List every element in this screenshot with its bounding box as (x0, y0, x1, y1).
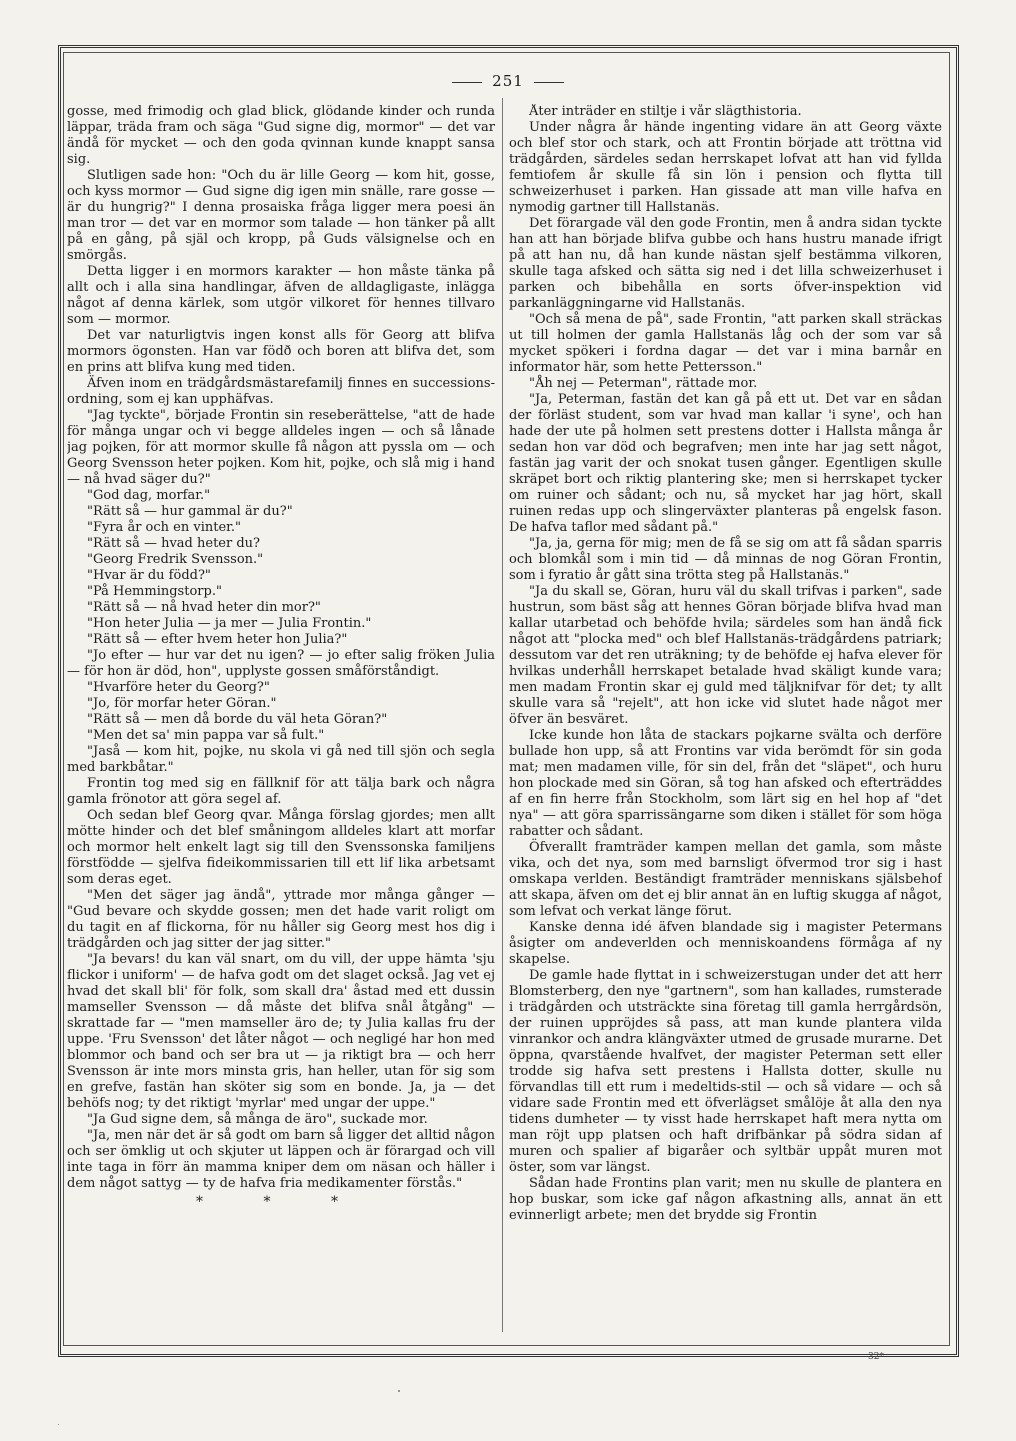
paragraph: "Jo, för morfar heter Göran." (87, 696, 277, 711)
paragraph: Äfven inom en trädgårdsmästarefamilj finnes en successions-ordning, som ej kan upphäfvas. (67, 376, 495, 407)
right-column (509, 104, 942, 1324)
paragraph: Frontin tog med sig en fällknif för att tälja bark och några gamla frönotor att göra segel af. (67, 776, 495, 807)
page-number: 251 (492, 72, 524, 90)
paragraph: "Ja du skall se, Göran, huru väl du skall trifvas i parken", sade hustrun, som bäst såg att hennes Göran började blifva hvad man kallar utarbetad och behöfde hvila; särdeles som han ändå fick något att "plocka med" och blef Hallstanäs-trädgårdens patriark; dessutom var det ren uträkning; ty de behöfde ej hafva elever för hvilkas underhåll herrskapet betalade hvad skäligt kunde vara; men madam Frontin skar ej guld med täljknifvar för det; ty allt skulle vara så "rejelt", att hon icke vid slutet hade något mer öfver än besväret. (509, 584, 942, 727)
section-break-stars: * * * (196, 1194, 366, 1210)
paragraph: "Jaså — kom hit, pojke, nu skola vi gå ned till sjön och segla med barkbåtar." (67, 744, 495, 775)
paragraph: "Men det sa' min pappa var så fult." (87, 728, 325, 743)
paragraph: "Georg Fredrik Svensson." (87, 552, 264, 567)
paragraph: "Rätt så — men då borde du väl heta Göran?" (87, 712, 388, 727)
paragraph: Under några år hände ingenting vidare än att Georg växte och blef stor och stark, och att Frontin började att tröttna vid trädgården, särdeles sedan herrskapet lofvat att han vid fyllda femtiofem år skulle få sin lön i pension och flytta till schweizerhuset i parken. Han gissade att man ville hafva en nymodig gartner till Hallstanäs. (509, 120, 942, 215)
paragraph: Icke kunde hon låta de stackars pojkarne svälta och derföre bullade hon upp, så att Frontins var vida berömdt för sin goda mat; men madamen ville, för sin del, från det "släpet", och huru hon plockade med sin Göran, så tog han afsked och efterträddes af en fin herre från Stockholm, som lärt sig en hel hop af "det nya" — att göra sparrissängarne som diken i stället för som höga rabatter och sådant. (509, 728, 942, 839)
header-dash-left (452, 82, 482, 83)
paragraph: Det var naturligtvis ingen konst alls för Georg att blifva mormors ögonsten. Han var födð och boren att blifva det, som en prins att blifva kung med tiden. (67, 328, 495, 375)
paragraph: "Rätt så — nå hvad heter din mor?" (87, 600, 321, 615)
paragraph: De gamle hade flyttat in i schweizerstugan under det att herr Blomsterberg, den nye "gartnern", som han kallades, rumsterade i trädgården och utsträckte sina företag till gamla herrgårdsön, der ruinen uppröjdes så pass, att man kunde plantera vilda vinrankor och andra klängväxter utmed de grusade murarne. Det öppna, qvarstående hvalfvet, der magister Peterman sett eller trodde sig hafva sett prestens i Hallsta dotter, skulle nu förvandlas till ett rum i medeltids-stil — och så vidare — och så vidare sade Frontin med ett öfverlägset smålöje åt alla den nya tidens dumheter — ty visst hade herrskapet haft mera nytta om man röjt upp platsen och haft drifbänkar på södra sidan af muren och spalier af bigaråer och syltbär uppåt muren mot öster, som var längst. (509, 968, 942, 1175)
paragraph: "Och så mena de på", sade Frontin, "att parken skall sträckas ut till holmen der gamla Hallstanäs låg och der som var så mycket spökeri i fordna dagar — det var i mina barnår en informator här, som hette Pettersson." (509, 312, 942, 375)
paper-speck (398, 1390, 400, 1392)
paragraph: "Hon heter Julia — ja mer — Julia Frontin." (87, 616, 372, 631)
header-dash-right (534, 82, 564, 83)
left-column (67, 104, 495, 1324)
paragraph: "Rätt så — hvad heter du? (87, 536, 260, 551)
paragraph: Och sedan blef Georg qvar. Många förslag gjordes; men allt mötte hinder och det blef småningom alldeles klart att morfar och mormor helt enkelt lagt sig till den Svenssonska familjens förstfödde — sjelfva fideikommissarien till ett lif lika arbetsamt som deras eget. (67, 808, 495, 887)
paragraph: "Rätt så — hur gammal är du?" (87, 504, 293, 519)
paragraph: Det förargade väl den gode Frontin, men å andra sidan tyckte han att han började blifva gubbe och hans hustru manade ifrigt på att han nu, då han kunde nästan sjelf bestämma vilkoren, skulle taga afsked och sätta sig ned i det lilla schweizerhuset i parken och bibehålla en sorts öfver-inspektion vid parkanläggningarne vid Hallstanäs. (509, 216, 942, 311)
paper-speck (58, 1424, 59, 1425)
paragraph: "Ja, Peterman, fastän det kan gå på ett ut. Det var en sådan der förläst student, som var hvad man kallar 'i syne', och han hade der ute på holmen sett prestens dotter i Hallsta många år sedan hon var död och begrafven; men inte har jag sett något, fastän jag varit der och snokat tusen gånger. Egentligen skulle skräpet bort och riktig plantering ske; men si herrskapet tycker om ruiner och sådant; och nu, så mycket har jag hört, skall ruinen redas upp och slingerväxter planteras på engelsk fason. De hafva taflor med sådant på." (509, 392, 942, 535)
paragraph: "Hvarföre heter du Georg?" (87, 680, 270, 695)
paragraph: "Ja bevars! du kan väl snart, om du vill, der uppe hämta 'sju flickor i uniform' — de hafva godt om det slaget också. Jag vet ej hvad det skall bli' för folk, som skall dra' åstad med ett dussin mamseller Svensson — då måste det blifva snål åtgång" — skrattade far — "men mamseller äro de; ty Julia kallas fru der uppe. 'Fru Svensson' det låter något — och negligé har hon med blommor och band och ser bra ut — ja riktigt bra — och herr Svensson är inte mors minsta gris, han heller, utan för sig som en grefve, fastän han sköter sig som en bonde. Ja, ja — det behöfs nog; ty det riktigt 'myrlar' med ungar der uppe." (67, 952, 495, 1111)
paragraph: "Jag tyckte", började Frontin sin reseberättelse, "att de hade för många ungar och vi begge alldeles ingen — och så lånade jag pojken, för att mormor skulle få någon att pyssla om — och Georg Svensson heter pojken. Kom hit, pojke, och slå mig i hand — nå hvad säger du?" (67, 408, 495, 487)
paragraph: "Ja Gud signe dem, så många de äro", suckade mor. (87, 1112, 428, 1127)
paragraph: "Hvar är du född?" (87, 568, 211, 583)
paragraph: Kanske denna idé äfven blandade sig i magister Petermans åsigter om andeverlden och menniskoandens förmåga af ny skapelse. (509, 920, 942, 967)
paragraph: "Jo efter — hur var det nu igen? — jo efter salig fröken Julia — för hon är död, hon", upplyste gossen småförståndigt. (67, 648, 495, 679)
paragraph: "Rätt så — efter hvem heter hon Julia?" (87, 632, 348, 647)
paragraph: Sådan hade Frontins plan varit; men nu skulle de plantera en hop buskar, som icke gaf någon afkastning alls, annat än ett evinnerligt arbete; men det brydde sig Frontin (509, 1176, 942, 1223)
paragraph: Detta ligger i en mormors karakter — hon måste tänka på allt och i alla sina handlingar, äfven de alldagligaste, inlägga något af denna kärlek, som utgör vilkoret för hennes tillvaro som — mormor. (67, 264, 495, 327)
paragraph: "God dag, morfar." (87, 488, 211, 503)
paragraph: "Ja, ja, gerna för mig; men de få se sig om att få sådan sparris och blomkål som i min tid — då minnas de nog Göran Frontin, som i fyratio år gått sina trötta steg på Hallstanäs." (509, 536, 942, 583)
paragraph: Öfverallt framträder kampen mellan det gamla, som måste vika, och det nya, som med barnsligt öfvermod tror sig i hast omskapa verlden. Beständigt framträder menniskans själsbehof att skapa, äfven om det ej blir annat än en luftig skugga af något, som lefvat och verkat länge förut. (509, 840, 942, 919)
paragraph: "Men det säger jag ändå", yttrade mor många gånger — "Gud bevare och skydde gossen; men det hade varit roligt om du tagit en af flickorna, för nu håller sig Georg mest hos dig i trädgården och jag sitter der jag sitter." (67, 888, 495, 951)
paragraph: "Ja, men när det är så godt om barn så ligger det alltid någon och ser ömklig ut och skjuter ut läppen och är förargad och vill inte taga in förr än mamma kniper dem om näsan och häller i dem något sattyg — ty de hafva fria medikamenter förstås." (67, 1128, 495, 1191)
paragraph: "Fyra år och en vinter." (87, 520, 242, 535)
paragraph: Åter inträder en stiltje i vår slägthistoria. (529, 104, 802, 119)
column-divider (502, 98, 503, 1332)
paragraph: Slutligen sade hon: "Och du är lille Georg — kom hit, gosse, och kyss mormor — Gud signe dig igen min snälle, rare gosse — är du hungrig?" I denna prosaiska fråga ligger mera poesi än man tror — det var en mormor som talade — hon tänker på allt på en gång, på själ och kropp, på Guds välsignelse och en smörgås. (67, 168, 495, 263)
paragraph: "Åh nej — Peterman", rättade mor. (529, 376, 758, 391)
paragraph: "På Hemmingstorp." (87, 584, 222, 599)
page-header (0, 72, 1016, 90)
paragraph: gosse, med frimodig och glad blick, glödande kinder och runda läppar, träda fram och säga "Gud signe dig, mormor" — det var ändå för mycket — och den goda qvinnan kunde knappt sansa sig. (67, 104, 495, 167)
printer-signature: 32* (868, 1352, 884, 1362)
